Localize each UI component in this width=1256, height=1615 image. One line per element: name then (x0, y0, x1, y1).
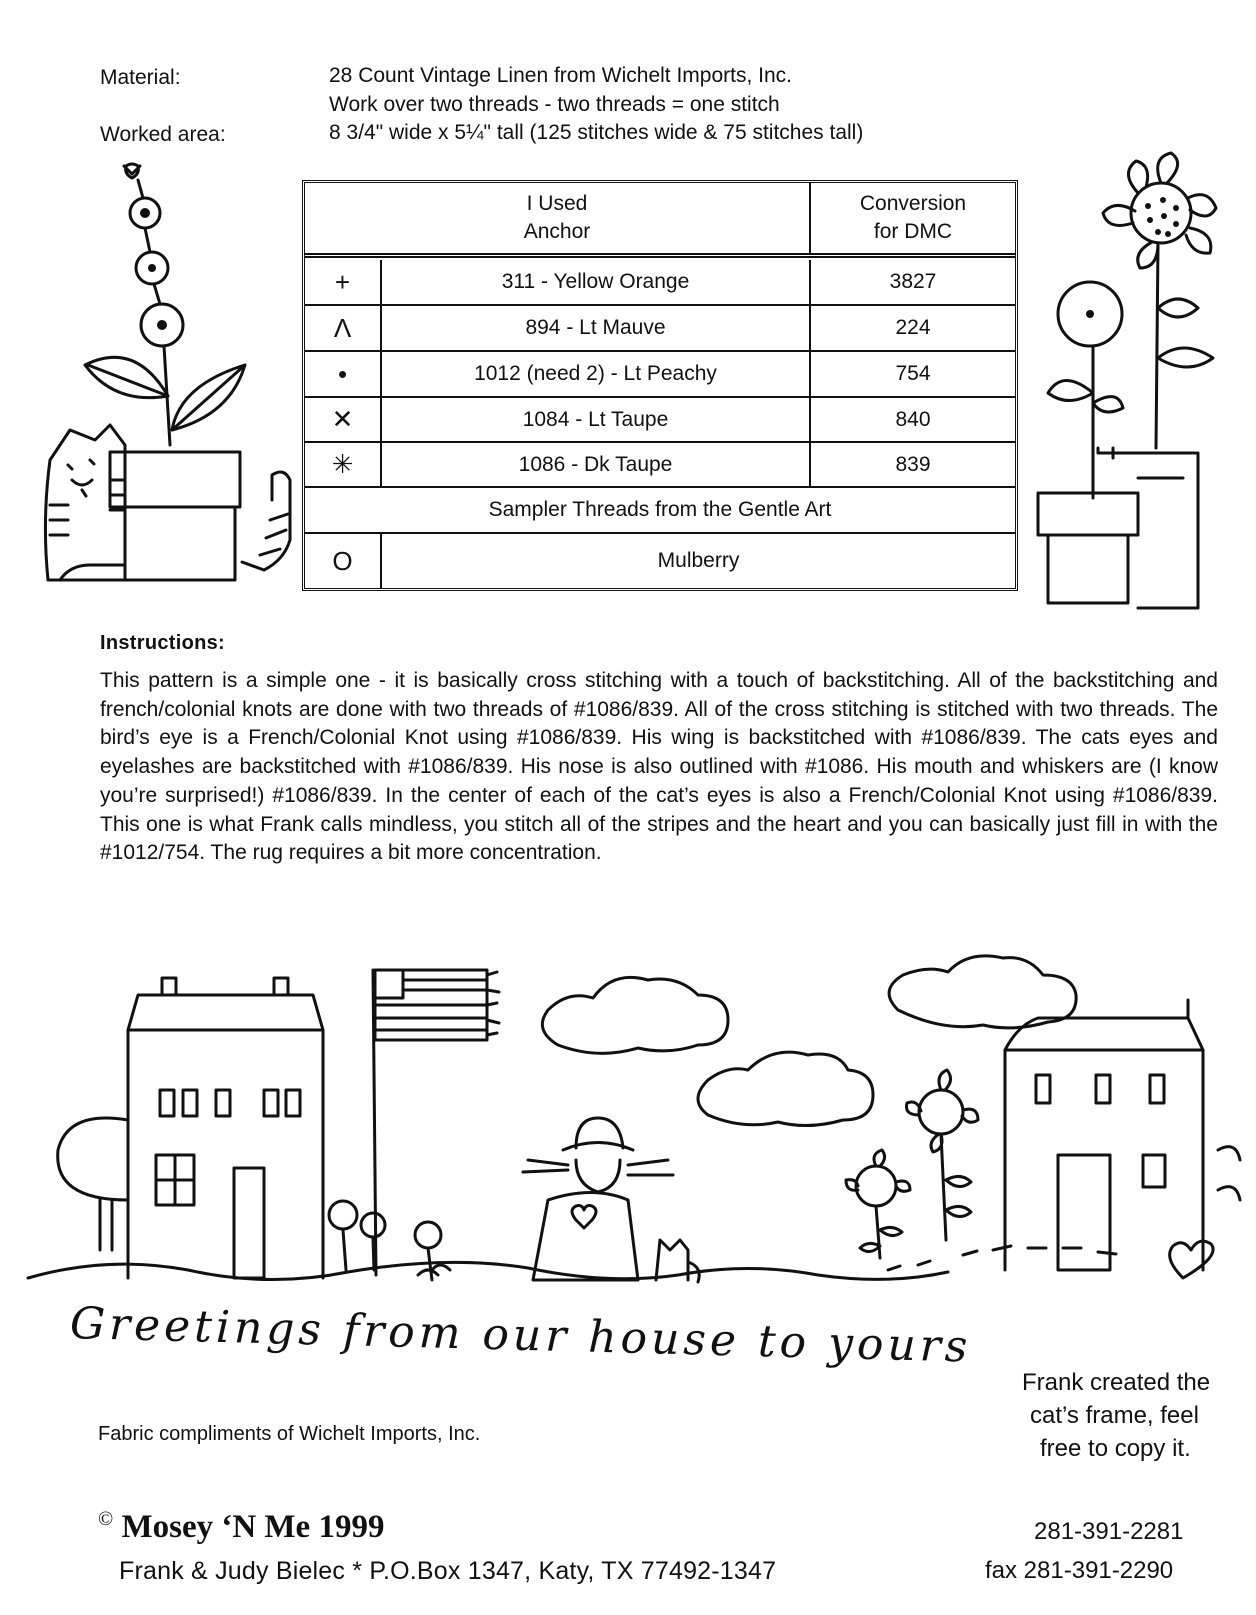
thread-name: 1012 (need 2) - Lt Peachy (382, 352, 811, 396)
header-dmc-cell (811, 183, 1015, 253)
header-dmc-line1: Conversion (859, 192, 967, 215)
table-row (305, 352, 1015, 398)
stitch-symbol: • (305, 352, 382, 396)
address: Frank & Judy Bielec * P.O.Box 1347, Katy, TX 77492-1347 (119, 1557, 777, 1585)
instructions-title: Instructions: (100, 632, 226, 654)
stitch-symbol: ✳ (305, 443, 382, 486)
copyright-text: Mosey ‘N Me 1999 (121, 1509, 385, 1545)
header-anchor-cell (305, 183, 811, 253)
stitch-symbol: O (305, 534, 382, 588)
header-anchor-line2: Anchor (523, 220, 591, 243)
copyright-symbol: © (98, 1508, 114, 1530)
greeting-text: Greetings from our house to yours (69, 1298, 973, 1373)
material-value-line1: 28 Count Vintage Linen from Wichelt Imports, Inc. (329, 64, 793, 87)
sampler-heading-row (305, 488, 1015, 534)
stitch-symbol: ✕ (305, 398, 382, 441)
thread-name: 1086 - Dk Taupe (382, 443, 811, 486)
flowerpot-cat-illustration (40, 160, 300, 610)
dmc-number: 839 (895, 452, 931, 476)
frank-note-line1: Frank created the (1022, 1369, 1211, 1396)
phone-number: 281-391-2281 (1034, 1518, 1184, 1545)
dmc-number: 3827 (889, 270, 937, 293)
dmc-number: 224 (895, 316, 931, 339)
instructions-body: This pattern is a simple one - it is basically cross stitching with a touch of backstitching. All of the backstitching and french/colonial knots are done with two threads of #1086/839. All of the cross stitching is stitched with two threads. The bird’s eye is a French/Colonial Knot using #1086/839. His wing is backstitched with #1086/839. The cats eyes and eyelashes are backstitched with #1086/839. His nose is also outlined with #1086. His mouth and whiskers are (I know you’re surprised!) #1086/839. In the center of each of the cat’s eyes is also a French/Colonial Knot using #1086/839. This one is what Frank calls mindless, you stitch all of the stripes and the heart and you can basically just fill in with the #1012/754. The rug requires a bit more concentration. (100, 669, 1218, 865)
table-row (305, 306, 1015, 352)
header-anchor-line1: I Used (526, 192, 588, 215)
thread-name: Mulberry (657, 549, 740, 572)
material-label: Material: (100, 66, 181, 89)
frank-note-line3: free to copy it. (1040, 1435, 1191, 1462)
copyright (98, 1508, 384, 1546)
stitch-symbol: + (305, 260, 382, 304)
table-row (305, 260, 1015, 306)
sunflower-pots-illustration (1038, 148, 1238, 628)
header-dmc-line2: for DMC (873, 220, 953, 243)
sampler-heading: Sampler Threads from the Gentle Art (488, 498, 832, 521)
thread-name: 1084 - Lt Taupe (382, 398, 811, 441)
thread-name: 311 - Yellow Orange (382, 260, 811, 304)
fabric-credit: Fabric compliments of Wichelt Imports, Inc. (98, 1423, 481, 1445)
table-row (305, 443, 1015, 488)
fax-number: fax 281-391-2290 (985, 1557, 1174, 1584)
dmc-number: 754 (895, 362, 931, 385)
thread-table (302, 180, 1018, 591)
thread-name: 894 - Lt Mauve (382, 306, 811, 350)
table-row (305, 398, 1015, 443)
table-row (305, 534, 1015, 588)
dmc-number: 840 (895, 407, 931, 431)
frank-note-line2: cat’s frame, feel (1030, 1402, 1199, 1429)
material-value-line2: Work over two threads - two threads = one stitch (329, 93, 780, 116)
worked-area-label: Worked area: (100, 123, 226, 146)
table-header-row (305, 183, 1015, 255)
frank-note (1022, 1366, 1256, 1465)
stitch-symbol: Λ (305, 306, 382, 350)
header-divider (305, 255, 1015, 258)
worked-area-value: 8 3/4" wide x 5¼" tall (125 stitches wide & 75 stitches tall) (329, 121, 864, 144)
